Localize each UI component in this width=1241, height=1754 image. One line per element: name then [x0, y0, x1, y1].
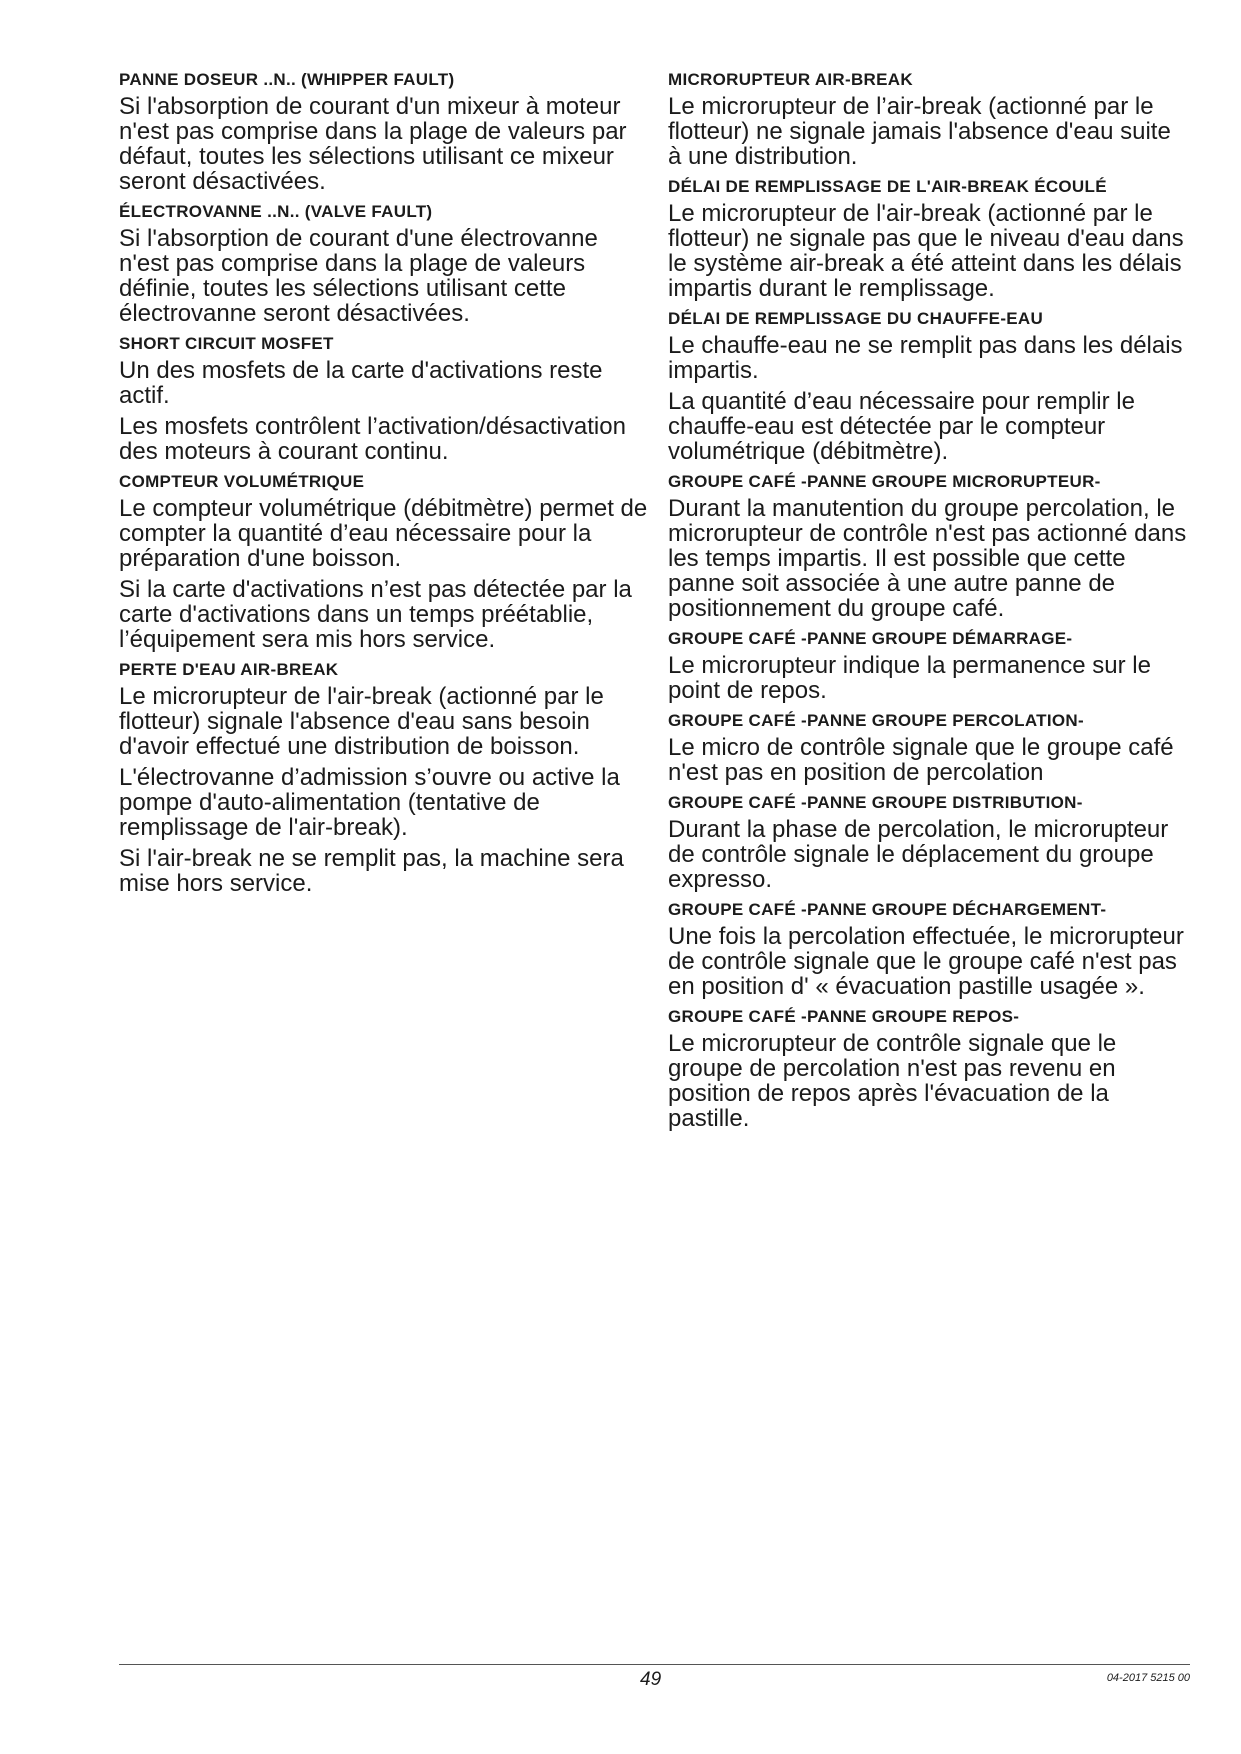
fault-section	[668, 472, 1188, 621]
fault-description: Le microrupteur de l'air-break (actionné par le flotteur) ne signale pas que le niveau d'eau dans le système air-break a été atteint dans les délais impartis durant le remplissage.	[668, 200, 1184, 302]
fault-description: Durant la manutention du groupe percolation, le microrupteur de contrôle n'est pas actionné dans les temps impartis. Il est possible que cette panne soit associée à une autre panne de positionnement du groupe café.	[668, 495, 1187, 622]
fault-description: Le microrupteur indique la permanence sur le point de repos.	[668, 652, 1151, 704]
footer-divider	[119, 1664, 1190, 1665]
fault-heading: GROUPE CAFÉ -PANNE GROUPE DÉCHARGEMENT-	[668, 900, 1107, 919]
fault-heading: ÉLECTROVANNE ..N.. (VALVE FAULT)	[119, 202, 433, 221]
fault-heading: DÉLAI DE REMPLISSAGE DU CHAUFFE-EAU	[668, 309, 1044, 328]
fault-description: Les mosfets contrôlent l’activation/désactivation des moteurs à courant continu.	[119, 413, 626, 465]
fault-section	[668, 629, 1188, 703]
fault-description: Si l'absorption de courant d'un mixeur à moteur n'est pas comprise dans la plage de valeurs par défaut, toutes les sélections utilisant ce mixeur seront désactivées.	[119, 93, 627, 195]
fault-heading: COMPTEUR VOLUMÉTRIQUE	[119, 472, 365, 491]
fault-heading: GROUPE CAFÉ -PANNE GROUPE DISTRIBUTION-	[668, 793, 1083, 812]
fault-section	[668, 1007, 1188, 1131]
fault-heading: MICRORUPTEUR AIR-BREAK	[668, 70, 913, 89]
fault-description: Si l'absorption de courant d'une électrovanne n'est pas comprise dans la plage de valeurs définie, toutes les sélections utilisant cette électrovanne seront désactivées.	[119, 225, 598, 327]
fault-heading: PANNE DOSEUR ..N.. (WHIPPER FAULT)	[119, 70, 455, 89]
fault-section	[119, 472, 649, 652]
fault-heading: PERTE D'EAU AIR-BREAK	[119, 660, 339, 679]
fault-section	[668, 177, 1188, 301]
fault-section	[119, 70, 649, 194]
document-reference: 04-2017 5215 00	[1106, 1672, 1190, 1684]
fault-section	[668, 70, 1188, 169]
fault-section	[668, 711, 1188, 785]
fault-description: Le chauffe-eau ne se remplit pas dans les délais impartis.	[668, 332, 1183, 384]
fault-description: La quantité d’eau nécessaire pour remplir le chauffe-eau est détectée par le compteur volumétrique (débitmètre).	[668, 388, 1135, 465]
fault-heading: GROUPE CAFÉ -PANNE GROUPE PERCOLATION-	[668, 711, 1084, 730]
fault-description: Le compteur volumétrique (débitmètre) permet de compter la quantité d’eau nécessaire pour la préparation d'une boisson.	[119, 495, 648, 572]
fault-heading: GROUPE CAFÉ -PANNE GROUPE DÉMARRAGE-	[668, 629, 1073, 648]
fault-section	[668, 900, 1188, 999]
right-column	[668, 70, 1188, 1139]
fault-description: Une fois la percolation effectuée, le microrupteur de contrôle signale que le groupe café n'est pas en position d' « évacuation pastille usagée ».	[668, 923, 1184, 1000]
fault-description: Si l'air-break ne se remplit pas, la machine sera mise hors service.	[119, 845, 624, 897]
fault-heading: GROUPE CAFÉ -PANNE GROUPE MICRORUPTEUR-	[668, 472, 1101, 491]
left-column	[119, 70, 649, 904]
fault-section	[119, 334, 649, 464]
fault-description: Le microrupteur de contrôle signale que le groupe de percolation n'est pas revenu en position de repos après l'évacuation de la pastille.	[668, 1030, 1117, 1132]
fault-description: Durant la phase de percolation, le microrupteur de contrôle signale le déplacement du groupe expresso.	[668, 816, 1169, 893]
fault-description: Le microrupteur de l'air-break (actionné par le flotteur) signale l'absence d'eau sans besoin d'avoir effectué une distribution de boisson.	[119, 683, 604, 760]
fault-description: Si la carte d'activations n’est pas détectée par la carte d'activations dans un temps préétablie, l’équipement sera mis hors service.	[119, 576, 632, 653]
fault-description: Le microrupteur de l’air-break (actionné par le flotteur) ne signale jamais l'absence d'eau suite à une distribution.	[668, 93, 1171, 170]
fault-section	[668, 309, 1188, 464]
fault-section	[119, 660, 649, 896]
fault-description: L'électrovanne d’admission s’ouvre ou active la pompe d'auto-alimentation (tentative de remplissage de l'air-break).	[119, 764, 620, 841]
fault-section	[119, 202, 649, 326]
fault-heading: SHORT CIRCUIT MOSFET	[119, 334, 334, 353]
fault-heading: DÉLAI DE REMPLISSAGE DE L'AIR-BREAK ÉCOULÉ	[668, 177, 1107, 196]
page-number: 49	[640, 1669, 662, 1690]
fault-description: Un des mosfets de la carte d'activations reste actif.	[119, 357, 603, 409]
fault-description: Le micro de contrôle signale que le groupe café n'est pas en position de percolation	[668, 734, 1174, 786]
fault-heading: GROUPE CAFÉ -PANNE GROUPE REPOS-	[668, 1007, 1020, 1026]
fault-section	[668, 793, 1188, 892]
